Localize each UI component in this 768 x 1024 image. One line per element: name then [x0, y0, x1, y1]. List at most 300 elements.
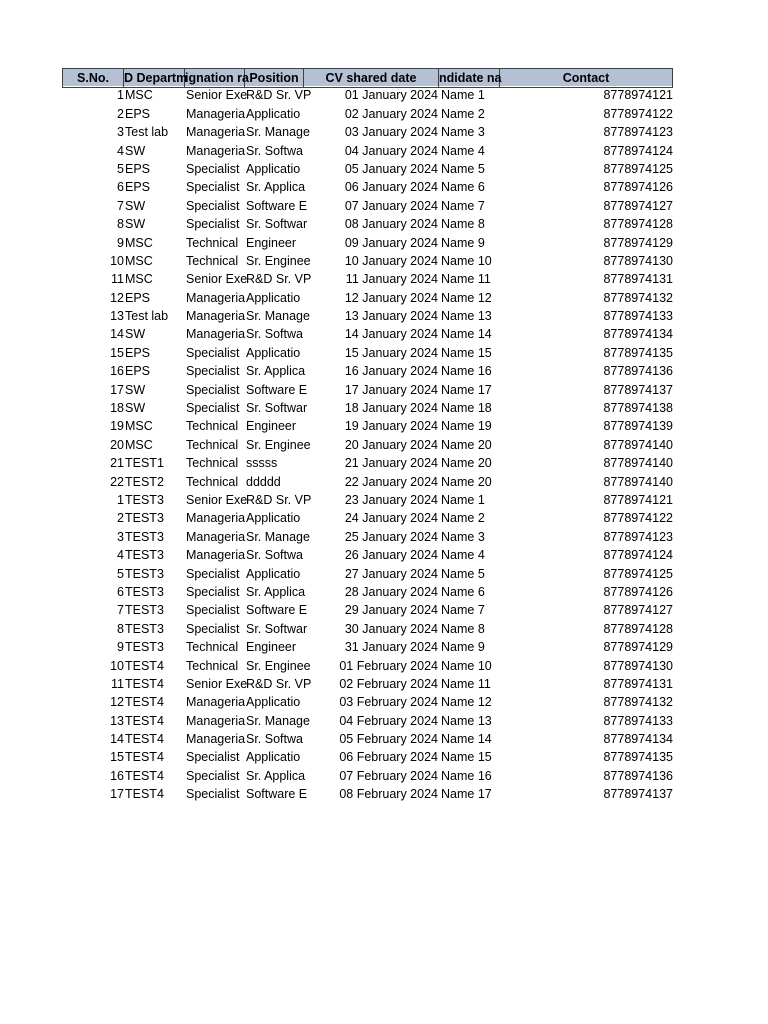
header-designation[interactable]: ignation ra	[185, 68, 245, 88]
cell-cv-shared-date[interactable]: 28 January 2024	[344, 584, 438, 599]
cell-designation[interactable]: Specialist	[186, 382, 240, 397]
table-row	[62, 528, 673, 546]
cell-sno[interactable]: 4	[117, 548, 124, 563]
cell-candidate-name[interactable]: Name 18	[441, 401, 492, 416]
cell-designation[interactable]: Specialist	[186, 768, 240, 783]
cell-designation[interactable]: Technical	[186, 658, 239, 673]
cell-candidate-name[interactable]: Name 4	[441, 548, 485, 563]
cell-department[interactable]: TEST4	[125, 787, 164, 802]
cell-contact[interactable]: 8778974137	[603, 787, 673, 802]
cell-cv-shared-date[interactable]: 16 January 2024	[344, 364, 438, 379]
cell-position[interactable]: R&D Sr. VP	[246, 88, 312, 103]
cell-position[interactable]: Sr. Manage	[246, 309, 310, 324]
cell-position[interactable]: R&D Sr. VP	[246, 676, 312, 691]
cell-department[interactable]: TEST4	[125, 658, 164, 673]
cell-candidate-name[interactable]: Name 17	[441, 787, 492, 802]
cell-contact[interactable]: 8778974127	[603, 603, 673, 618]
cell-designation[interactable]: Specialist	[186, 217, 240, 232]
cell-designation[interactable]: Manageria	[186, 106, 246, 121]
cell-department[interactable]: EPS	[125, 106, 151, 121]
cell-candidate-name[interactable]: Name 14	[441, 732, 492, 747]
cell-contact[interactable]: 8778974123	[603, 529, 673, 544]
cell-department[interactable]: TEST4	[125, 768, 164, 783]
cell-cv-shared-date[interactable]: 25 January 2024	[344, 529, 438, 544]
cell-designation[interactable]: Specialist	[186, 787, 240, 802]
cell-designation[interactable]: Specialist	[186, 364, 240, 379]
cell-position[interactable]: Software E	[246, 198, 308, 213]
cell-department[interactable]: EPS	[125, 161, 151, 176]
cell-position[interactable]: Software E	[246, 787, 308, 802]
cell-sno[interactable]: 16	[110, 364, 124, 379]
cell-designation[interactable]: Manageria	[186, 529, 246, 544]
cell-sno[interactable]: 12	[110, 290, 124, 305]
cell-candidate-name[interactable]: Name 1	[441, 492, 485, 507]
cell-contact[interactable]: 8778974138	[603, 401, 673, 416]
cell-department[interactable]: EPS	[125, 290, 151, 305]
cell-department[interactable]: TEST3	[125, 584, 164, 599]
cell-designation[interactable]: Manageria	[186, 548, 246, 563]
cell-designation[interactable]: Manageria	[186, 309, 246, 324]
cell-candidate-name[interactable]: Name 20	[441, 437, 492, 452]
cell-candidate-name[interactable]: Name 8	[441, 217, 485, 232]
table-row	[62, 454, 673, 472]
cell-candidate-name[interactable]: Name 6	[441, 584, 485, 599]
cell-designation[interactable]: Technical	[186, 456, 239, 471]
cell-position[interactable]: ddddd	[246, 474, 281, 489]
cell-department[interactable]: TEST3	[125, 640, 164, 655]
cell-designation[interactable]: Technical	[186, 640, 239, 655]
cell-position[interactable]: Applicatio	[246, 511, 301, 526]
cell-sno[interactable]: 18	[110, 401, 124, 416]
cell-sno[interactable]: 6	[117, 180, 124, 195]
header-candidate-name[interactable]: ndidate na	[439, 68, 500, 88]
cell-position[interactable]: Sr. Softwar	[246, 217, 308, 232]
cell-cv-shared-date[interactable]: 24 January 2024	[344, 511, 438, 526]
cell-cv-shared-date[interactable]: 02 February 2024	[339, 676, 438, 691]
cell-sno[interactable]: 7	[117, 603, 124, 618]
cell-position[interactable]: Sr. Applica	[246, 768, 306, 783]
cell-designation[interactable]: Manageria	[186, 125, 246, 140]
cell-sno[interactable]: 5	[117, 566, 124, 581]
cell-position[interactable]: Applicatio	[246, 161, 301, 176]
cell-cv-shared-date[interactable]: 22 January 2024	[344, 474, 438, 489]
cell-position[interactable]: Applicatio	[246, 345, 301, 360]
cell-cv-shared-date[interactable]: 07 February 2024	[339, 768, 438, 783]
header-sno[interactable]: S.No.	[62, 68, 124, 88]
cell-position[interactable]: Sr. Applica	[246, 584, 306, 599]
header-contact[interactable]: Contact	[500, 68, 673, 88]
cell-designation[interactable]: Specialist	[186, 621, 240, 636]
cell-designation[interactable]: Specialist	[186, 161, 240, 176]
cell-contact[interactable]: 8778974121	[603, 492, 673, 507]
cell-candidate-name[interactable]: Name 2	[441, 106, 485, 121]
cell-cv-shared-date[interactable]: 14 January 2024	[344, 327, 438, 342]
cell-contact[interactable]: 8778974121	[603, 88, 673, 103]
cell-position[interactable]: Sr. Manage	[246, 713, 310, 728]
cell-department[interactable]: EPS	[125, 345, 151, 360]
table-body	[62, 86, 673, 803]
cell-cv-shared-date[interactable]: 01 February 2024	[339, 658, 438, 673]
cell-contact[interactable]: 8778974131	[603, 272, 673, 287]
cell-sno[interactable]: 13	[110, 713, 124, 728]
cell-sno[interactable]: 15	[110, 750, 124, 765]
cell-position[interactable]: Sr. Manage	[246, 125, 310, 140]
cell-sno[interactable]: 11	[111, 676, 124, 691]
cell-designation[interactable]: Specialist	[186, 345, 240, 360]
cell-candidate-name[interactable]: Name 9	[441, 640, 485, 655]
cell-cv-shared-date[interactable]: 09 January 2024	[344, 235, 438, 250]
cell-department[interactable]: TEST3	[125, 621, 164, 636]
cell-designation[interactable]: Manageria	[186, 290, 246, 305]
cell-position[interactable]: Engineer	[246, 419, 297, 434]
cell-position[interactable]: Sr. Enginee	[246, 437, 311, 452]
cell-contact[interactable]: 8778974128	[603, 621, 673, 636]
cell-cv-shared-date[interactable]: 04 February 2024	[339, 713, 438, 728]
cell-position[interactable]: Applicatio	[246, 750, 301, 765]
cell-department[interactable]: SW	[125, 217, 146, 232]
cell-cv-shared-date[interactable]: 31 January 2024	[344, 640, 438, 655]
cell-contact[interactable]: 8778974135	[603, 750, 673, 765]
cell-department[interactable]: SW	[125, 382, 146, 397]
cell-position[interactable]: Sr. Softwa	[246, 548, 303, 563]
cell-sno[interactable]: 11	[111, 272, 124, 287]
cell-candidate-name[interactable]: Name 4	[441, 143, 485, 158]
cell-designation[interactable]: Manageria	[186, 732, 246, 747]
cell-candidate-name[interactable]: Name 8	[441, 621, 485, 636]
cell-department[interactable]: TEST3	[125, 548, 164, 563]
table-row	[62, 583, 673, 601]
cell-sno[interactable]: 10	[110, 658, 124, 673]
table-row	[62, 105, 673, 123]
cell-position[interactable]: R&D Sr. VP	[246, 492, 312, 507]
cell-designation[interactable]: Specialist	[186, 750, 240, 765]
cell-contact[interactable]: 8778974124	[603, 548, 673, 563]
cell-sno[interactable]: 3	[117, 529, 124, 544]
cell-candidate-name[interactable]: Name 12	[441, 290, 492, 305]
table-row	[62, 767, 673, 785]
cell-candidate-name[interactable]: Name 15	[441, 345, 492, 360]
cell-department[interactable]: SW	[125, 198, 146, 213]
cell-candidate-name[interactable]: Name 7	[441, 603, 485, 618]
cell-candidate-name[interactable]: Name 10	[441, 253, 492, 268]
table-row	[62, 325, 673, 343]
cell-contact[interactable]: 8778974124	[603, 143, 673, 158]
cell-department[interactable]: Test lab	[125, 125, 169, 140]
cell-contact[interactable]: 8778974128	[603, 217, 673, 232]
cell-cv-shared-date[interactable]: 19 January 2024	[344, 419, 438, 434]
cell-department[interactable]: EPS	[125, 364, 151, 379]
cell-contact[interactable]: 8778974136	[603, 364, 673, 379]
cell-contact[interactable]: 8778974129	[603, 235, 673, 250]
cell-cv-shared-date[interactable]: 13 January 2024	[344, 309, 438, 324]
cell-department[interactable]: EPS	[125, 180, 151, 195]
cell-sno[interactable]: 15	[110, 345, 124, 360]
cell-position[interactable]: Software E	[246, 603, 308, 618]
cell-contact[interactable]: 8778974140	[603, 437, 673, 452]
cell-contact[interactable]: 8778974134	[603, 732, 673, 747]
cell-contact[interactable]: 8778974131	[603, 676, 673, 691]
cell-cv-shared-date[interactable]: 23 January 2024	[344, 492, 438, 507]
cell-sno[interactable]: 13	[110, 309, 124, 324]
cell-contact[interactable]: 8778974130	[603, 253, 673, 268]
cell-department[interactable]: MSC	[125, 88, 153, 103]
cell-position[interactable]: Sr. Applica	[246, 180, 306, 195]
cell-cv-shared-date[interactable]: 01 January 2024	[344, 88, 438, 103]
cell-candidate-name[interactable]: Name 11	[441, 272, 491, 287]
cell-sno[interactable]: 9	[117, 640, 124, 655]
cell-cv-shared-date[interactable]: 06 February 2024	[339, 750, 438, 765]
cell-candidate-name[interactable]: Name 16	[441, 364, 492, 379]
cell-sno[interactable]: 1	[117, 492, 124, 507]
cell-designation[interactable]: Technical	[186, 437, 239, 452]
cell-position[interactable]: Sr. Enginee	[246, 253, 311, 268]
cell-department[interactable]: Test lab	[125, 309, 169, 324]
cell-candidate-name[interactable]: Name 1	[441, 88, 485, 103]
cell-position[interactable]: Applicatio	[246, 566, 301, 581]
cell-cv-shared-date[interactable]: 21 January 2024	[344, 456, 438, 471]
cell-designation[interactable]: Technical	[186, 253, 239, 268]
cell-department[interactable]: TEST4	[125, 713, 164, 728]
cell-position[interactable]: Engineer	[246, 640, 297, 655]
cell-designation[interactable]: Specialist	[186, 180, 240, 195]
cell-sno[interactable]: 8	[117, 621, 124, 636]
cell-cv-shared-date[interactable]: 18 January 2024	[344, 401, 438, 416]
cell-candidate-name[interactable]: Name 5	[441, 161, 485, 176]
cell-cv-shared-date[interactable]: 26 January 2024	[344, 548, 438, 563]
cell-department[interactable]: TEST4	[125, 695, 164, 710]
cell-cv-shared-date[interactable]: 05 January 2024	[344, 161, 438, 176]
cell-designation[interactable]: Specialist	[186, 198, 240, 213]
cell-candidate-name[interactable]: Name 13	[441, 713, 492, 728]
cell-designation[interactable]: Senior Exe	[186, 492, 248, 507]
cell-position[interactable]: Sr. Softwa	[246, 732, 303, 747]
cell-position[interactable]: Sr. Manage	[246, 529, 310, 544]
cell-department[interactable]: TEST2	[125, 474, 164, 489]
cell-position[interactable]: Applicatio	[246, 695, 301, 710]
cell-cv-shared-date[interactable]: 08 January 2024	[344, 217, 438, 232]
table-row	[62, 142, 673, 160]
table-row	[62, 178, 673, 196]
header-department[interactable]: D Departm	[124, 68, 185, 88]
cell-sno[interactable]: 2	[117, 511, 124, 526]
cell-candidate-name[interactable]: Name 6	[441, 180, 485, 195]
cell-sno[interactable]: 17	[110, 382, 124, 397]
cell-designation[interactable]: Senior Exe	[186, 88, 248, 103]
cell-position[interactable]: sssss	[246, 456, 278, 471]
cell-candidate-name[interactable]: Name 16	[441, 768, 492, 783]
cell-contact[interactable]: 8778974133	[603, 309, 673, 324]
cell-position[interactable]: R&D Sr. VP	[246, 272, 312, 287]
cell-position[interactable]: Engineer	[246, 235, 297, 250]
table-row	[62, 675, 673, 693]
cell-cv-shared-date[interactable]: 29 January 2024	[344, 603, 438, 618]
cell-sno[interactable]: 19	[110, 419, 124, 434]
cell-sno[interactable]: 16	[110, 768, 124, 783]
cell-candidate-name[interactable]: Name 2	[441, 511, 485, 526]
cell-contact[interactable]: 8778974132	[603, 290, 673, 305]
cell-department[interactable]: SW	[125, 143, 146, 158]
cell-designation[interactable]: Technical	[186, 474, 239, 489]
cell-contact[interactable]: 8778974126	[603, 584, 673, 599]
cell-sno[interactable]: 10	[110, 253, 124, 268]
cell-designation[interactable]: Specialist	[186, 603, 240, 618]
cell-designation[interactable]: Manageria	[186, 713, 246, 728]
cell-candidate-name[interactable]: Name 15	[441, 750, 492, 765]
cell-contact[interactable]: 8778974132	[603, 695, 673, 710]
cell-cv-shared-date[interactable]: 02 January 2024	[344, 106, 438, 121]
cell-position[interactable]: Applicatio	[246, 106, 301, 121]
cell-department[interactable]: TEST3	[125, 529, 164, 544]
cell-contact[interactable]: 8778974125	[603, 566, 673, 581]
cell-sno[interactable]: 3	[117, 125, 124, 140]
cell-cv-shared-date[interactable]: 20 January 2024	[344, 437, 438, 452]
cell-contact[interactable]: 8778974136	[603, 768, 673, 783]
cell-candidate-name[interactable]: Name 11	[441, 676, 491, 691]
cell-candidate-name[interactable]: Name 13	[441, 309, 492, 324]
cell-cv-shared-date[interactable]: 27 January 2024	[344, 566, 438, 581]
cell-designation[interactable]: Manageria	[186, 695, 246, 710]
cell-designation[interactable]: Technical	[186, 419, 239, 434]
cell-candidate-name[interactable]: Name 10	[441, 658, 492, 673]
cell-department[interactable]: SW	[125, 401, 146, 416]
cell-contact[interactable]: 8778974129	[603, 640, 673, 655]
cell-sno[interactable]: 2	[117, 106, 124, 121]
header-position[interactable]: Position	[245, 68, 304, 88]
cell-position[interactable]: Sr. Softwar	[246, 401, 308, 416]
cell-cv-shared-date[interactable]: 10 January 2024	[344, 253, 438, 268]
cell-position[interactable]: Software E	[246, 382, 308, 397]
cell-candidate-name[interactable]: Name 3	[441, 125, 485, 140]
cell-candidate-name[interactable]: Name 14	[441, 327, 492, 342]
cell-cv-shared-date[interactable]: 08 February 2024	[339, 787, 438, 802]
table-row	[62, 399, 673, 417]
cell-sno[interactable]: 9	[117, 235, 124, 250]
table-row	[62, 86, 673, 104]
cell-contact[interactable]: 8778974123	[603, 125, 673, 140]
cell-contact[interactable]: 8778974126	[603, 180, 673, 195]
cell-cv-shared-date[interactable]: 03 February 2024	[339, 695, 438, 710]
cell-sno[interactable]: 7	[117, 198, 124, 213]
header-row	[62, 68, 673, 86]
cell-department[interactable]: SW	[125, 327, 146, 342]
cell-contact[interactable]: 8778974137	[603, 382, 673, 397]
cell-cv-shared-date[interactable]: 04 January 2024	[344, 143, 438, 158]
cell-sno[interactable]: 4	[117, 143, 124, 158]
cell-designation[interactable]: Specialist	[186, 401, 240, 416]
cell-designation[interactable]: Senior Exe	[186, 272, 248, 287]
table-row	[62, 381, 673, 399]
cell-sno[interactable]: 21	[110, 456, 124, 471]
cell-cv-shared-date[interactable]: 12 January 2024	[344, 290, 438, 305]
cell-designation[interactable]: Technical	[186, 235, 239, 250]
cell-cv-shared-date[interactable]: 30 January 2024	[344, 621, 438, 636]
cell-contact[interactable]: 8778974122	[603, 511, 673, 526]
cell-sno[interactable]: 1	[117, 88, 124, 103]
cell-department[interactable]: TEST3	[125, 603, 164, 618]
cell-candidate-name[interactable]: Name 19	[441, 419, 492, 434]
cell-position[interactable]: Sr. Applica	[246, 364, 306, 379]
cell-designation[interactable]: Manageria	[186, 327, 246, 342]
cell-designation[interactable]: Senior Exe	[186, 676, 248, 691]
cell-cv-shared-date[interactable]: 07 January 2024	[344, 198, 438, 213]
cell-candidate-name[interactable]: Name 12	[441, 695, 492, 710]
cell-sno[interactable]: 5	[117, 161, 124, 176]
cell-contact[interactable]: 8778974135	[603, 345, 673, 360]
table-row	[62, 197, 673, 215]
header-cv-shared-date[interactable]: CV shared date	[304, 68, 439, 88]
cell-contact[interactable]: 8778974127	[603, 198, 673, 213]
spreadsheet-table	[62, 68, 673, 804]
cell-department[interactable]: MSC	[125, 419, 153, 434]
cell-sno[interactable]: 12	[110, 695, 124, 710]
cell-position[interactable]: Sr. Softwa	[246, 327, 303, 342]
cell-position[interactable]: Applicatio	[246, 290, 301, 305]
cell-designation[interactable]: Specialist	[186, 584, 240, 599]
cell-department[interactable]: TEST3	[125, 566, 164, 581]
cell-cv-shared-date[interactable]: 11 January 2024	[345, 272, 438, 287]
cell-department[interactable]: TEST1	[125, 456, 164, 471]
cell-cv-shared-date[interactable]: 15 January 2024	[344, 345, 438, 360]
cell-candidate-name[interactable]: Name 20	[441, 456, 492, 471]
cell-sno[interactable]: 17	[110, 787, 124, 802]
table-row	[62, 748, 673, 766]
cell-cv-shared-date[interactable]: 06 January 2024	[344, 180, 438, 195]
cell-position[interactable]: Sr. Enginee	[246, 658, 311, 673]
cell-contact[interactable]: 8778974140	[603, 456, 673, 471]
cell-department[interactable]: TEST3	[125, 492, 164, 507]
cell-contact[interactable]: 8778974130	[603, 658, 673, 673]
cell-department[interactable]: MSC	[125, 272, 153, 287]
cell-designation[interactable]: Specialist	[186, 566, 240, 581]
cell-department[interactable]: MSC	[125, 437, 153, 452]
cell-department[interactable]: TEST3	[125, 511, 164, 526]
cell-designation[interactable]: Manageria	[186, 511, 246, 526]
cell-position[interactable]: Sr. Softwa	[246, 143, 303, 158]
cell-department[interactable]: TEST4	[125, 676, 164, 691]
cell-designation[interactable]: Manageria	[186, 143, 246, 158]
cell-candidate-name[interactable]: Name 5	[441, 566, 485, 581]
cell-sno[interactable]: 14	[110, 327, 124, 342]
table-row	[62, 307, 673, 325]
cell-position[interactable]: Sr. Softwar	[246, 621, 308, 636]
cell-cv-shared-date[interactable]: 17 January 2024	[344, 382, 438, 397]
cell-sno[interactable]: 22	[110, 474, 124, 489]
cell-candidate-name[interactable]: Name 17	[441, 382, 492, 397]
cell-department[interactable]: MSC	[125, 253, 153, 268]
cell-cv-shared-date[interactable]: 05 February 2024	[339, 732, 438, 747]
cell-contact[interactable]: 8778974139	[603, 419, 673, 434]
cell-department[interactable]: TEST4	[125, 750, 164, 765]
cell-contact[interactable]: 8778974125	[603, 161, 673, 176]
cell-contact[interactable]: 8778974134	[603, 327, 673, 342]
cell-department[interactable]: TEST4	[125, 732, 164, 747]
table-row	[62, 436, 673, 454]
cell-candidate-name[interactable]: Name 7	[441, 198, 485, 213]
cell-contact[interactable]: 8778974122	[603, 106, 673, 121]
cell-contact[interactable]: 8778974133	[603, 713, 673, 728]
cell-sno[interactable]: 8	[117, 217, 124, 232]
cell-sno[interactable]: 6	[117, 584, 124, 599]
cell-candidate-name[interactable]: Name 3	[441, 529, 485, 544]
cell-candidate-name[interactable]: Name 20	[441, 474, 492, 489]
cell-sno[interactable]: 14	[110, 732, 124, 747]
cell-cv-shared-date[interactable]: 03 January 2024	[344, 125, 438, 140]
cell-candidate-name[interactable]: Name 9	[441, 235, 485, 250]
cell-sno[interactable]: 20	[110, 437, 124, 452]
cell-department[interactable]: MSC	[125, 235, 153, 250]
cell-contact[interactable]: 8778974140	[603, 474, 673, 489]
table-row	[62, 160, 673, 178]
